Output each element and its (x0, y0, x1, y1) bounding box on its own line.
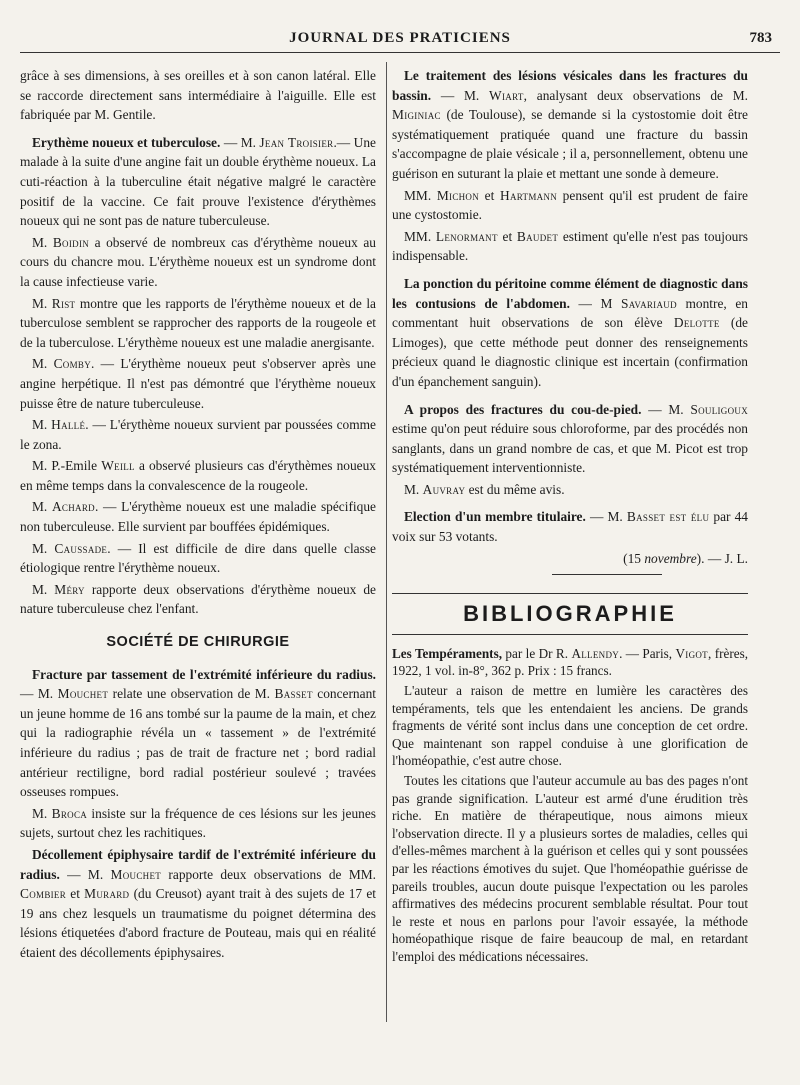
author-name: Broca (51, 805, 88, 821)
paragraph-weill: M. P.-Emile Weill a observé plusieurs cas d'érythèmes noueux en même temps dans la convalescence de la rougeole. (20, 458, 376, 493)
paragraph-cou-de-pied: A propos des fractures du cou-de-pied. — M. Souligoux estime qu'on peut réduire sous chloroforme, par des procédés non sanglants, dans un grand nombre de cas, et que M. Picot est trop systématiquement interventionniste. (392, 401, 748, 476)
author-name: Mouchet (57, 686, 109, 702)
article-heading: Fracture par tassement de l'extrémité inférieure du radius. (32, 666, 376, 682)
book-title: Les Tempéraments, (392, 645, 503, 661)
author-name: Delotte (673, 315, 720, 331)
author-name: Weill (101, 458, 135, 474)
page-number: 783 (749, 30, 772, 46)
paragraph-halle: M. Hallé. — L'érythème noueux survient par poussées comme le zona. (20, 417, 376, 452)
author-name: Rist (51, 295, 76, 311)
author-name: Souligoux (690, 401, 748, 417)
article-heading: Le traitement des lésions vésicales dans les fractures du bassin. (392, 68, 748, 103)
left-column (20, 66, 376, 965)
article-heading: Election d'un membre titulaire. (404, 509, 586, 525)
author-name: Jean Troisier (259, 134, 334, 150)
paragraph-erytheme-tuberculose: Erythème noueux et tuberculose. — M. Jean Troisier.— Une malade à la suite d'une angine fait un double érythème noueux. La cuti-réaction à la tuberculine était négative malgré le caractère positif de la vaccine. Ce fait prouve l'existence d'érythèmes noueux qui ne sont pas de nature tuberculeuse. (20, 134, 376, 229)
author-name: Comby (53, 356, 91, 372)
paragraph-achard: M. Achard. — L'érythème noueux est une maladie spécifique non tuberculeuse. Elle survient par bouffées épidémiques. (20, 499, 376, 535)
article-heading: La ponction du péritoine comme élément de diagnostic dans les contusions de l'abdomen. (392, 275, 748, 311)
author-name: Michon (436, 187, 480, 203)
review-paragraph: L'auteur a raison de mettre en lumière les caractères des tempéraments, tels que les entendaient les anciens. De grands fragments de vérité sont inclus dans une conception de cet ordre. Que maintenant son rappel conduise à une glorification de l'homéopathie, c'est autre chose. (392, 683, 748, 769)
author-name: Miginiac (392, 107, 441, 123)
book-citation: Les Tempéraments, par le Dr R. Allendy. — Paris, Vigot, frères, 1922, 1 vol. in-8°, 362 p. Prix : 15 francs. (392, 645, 749, 679)
article-heading: Décollement épiphysaire tardif de l'extrémité inférieure du radius. (20, 846, 376, 882)
review-paragraph: Toutes les citations que l'auteur accumule au bas des pages n'ont pas grande signification. L'auteur est armé d'une érudition très riche. En matière de thérapeutique, nous aimons mieux l'observation directe. Il y a plusieurs sortes de maladies, celles qui d'elles-mêmes marchent à la guérison et celles qui y sont poussées par les réactions émotives du sujet. Que l'homéopathie guérisse de pareils troubles, aucun doute puisque l'expectation ou les paroles affirmatives des médecins procurent semblable résultat. Pour tout le reste et nous en parlons pour l'avoir essayée, la méthode homéopathique risque de faire beaucoup de mal, en retardant l'emploi des médications nécessaires. (392, 773, 748, 964)
paragraph-fracture-radius: Fracture par tassement de l'extrémité inférieure du radius. — M. Mouchet relate une observation de M. Basset concernant un jeune homme de 16 ans tombé sur la paume de la main, et chez qui la radiographie révéla un « tassement » de l'extrémité inférieure du radius ; pas de trait de fracture net ; bord radial antérieur rectiligne, bord radial postérieur soulevé ; travées osseuses rompues. (20, 666, 376, 800)
publisher-name: Vigot (675, 645, 708, 661)
right-column (392, 66, 748, 968)
paragraph-broca: M. Broca insiste sur la fréquence de ces lésions sur les jeunes sujets, surtout chez les rachitiques. (20, 805, 376, 841)
author-name: Caussade (54, 540, 108, 556)
paragraph-lesions-vesicales: Le traitement des lésions vésicales dans les fractures du bassin. — M. Wiart, analysant deux observations de M. Miginiac (de Toulouse), se demande si la cystostomie doit être systématiquement pratiquée quand une fracture du bassin s'accompagne de plaie vésicale ; il a, personnellement, obtenu une guérison en suturant la plaie et mettant une sonde à demeure. (392, 68, 748, 181)
paragraph-decollement: Décollement épiphysaire tardif de l'extrémité inférieure du radius. — M. Mouchet rapporte deux observations de MM. Combier et Murard (du Creusot) ayant trait à des sujets de 17 et 19 ans chez lesquels un traumatisme du poignet détermina des lésions étiquetées d'abord fracture de Pouteau, mais qui en réalité étaient des décollements épiphysaires. (20, 846, 376, 960)
author-name: Boidin (52, 234, 90, 250)
article-heading: A propos des fractures du cou-de-pied. (404, 401, 642, 417)
author-name: Combier (20, 886, 67, 902)
paragraph-comby: M. Comby. — L'érythème noueux peut s'observer après une angine herpétique. Il n'est pas démontré que l'érythème noueux puisse être de nature tuberculeuse. (20, 356, 376, 411)
bibliography-entry (392, 645, 748, 966)
paragraph-rist: M. Rist montre que les rapports de l'érythème noueux et de la tuberculose semblent se rapprocher des rapports de la rougeole et de la tuberculose. L'érythème noueux est une maladie anergisante. (20, 295, 376, 350)
paragraph-caussade: M. Caussade. — Il est difficile de dire dans quelle classe étiologique rentre l'érythème noueux. (20, 540, 376, 576)
author-name: Savariaud (621, 295, 677, 311)
page-header (20, 30, 780, 50)
author-name: Basset (274, 686, 313, 702)
paragraph-boidin: M. Boidin a observé de nombreux cas d'érythème noueux au cours du chancre mou. L'érythème noueux est un syndrome dont la cause infectieuse varie. (20, 234, 376, 289)
paragraph-election: Election d'un membre titulaire. — M. Basset est élu par 44 voix sur 53 votants. (392, 509, 748, 545)
author-name: Achard (51, 499, 95, 515)
bibliography-top-rule (392, 593, 748, 594)
author-name: Baudet (516, 228, 559, 244)
header-rule (20, 52, 780, 53)
author-name: Wiart (489, 87, 524, 103)
author-name: Mouchet (110, 866, 162, 882)
author-name: Hallé (51, 417, 86, 433)
report-signoff: (15 novembre). — J. L. (623, 550, 748, 566)
paragraph-michon-hartmann: MM. Michon et Hartmann pensent qu'il est prudent de faire une cystostomie. (392, 187, 749, 223)
author-name: Allendy (571, 645, 620, 661)
author-name: Lenormant (435, 228, 498, 244)
paragraph-ponction-peritoine: La ponction du péritoine comme élément de diagnostic dans les contusions de l'abdomen. — M Savariaud montre, en commentant huit observations de son élève Delotte (de Limoges), que cette méthode peut donner des renseignements précieux quand le diagnostic clinique est incertain (confirmation d'un épanchement sanguin). (392, 275, 748, 389)
bibliography-heading: BIBLIOGRAPHIE (463, 601, 677, 627)
paragraph-lenormant-baudet: MM. Lenormant et Baudet estiment qu'elle n'est pas toujours indispensable. (392, 228, 748, 264)
author-name: Auvray (422, 481, 466, 497)
paragraph-auvray: M. Auvray est du même avis. (404, 481, 565, 497)
author-name: Basset est élu (626, 509, 710, 525)
bibliography-bottom-rule (392, 634, 748, 635)
section-heading: SOCIÉTÉ DE CHIRURGIE (106, 634, 290, 651)
paragraph-continuation: grâce à ses dimensions, à ses oreilles et à son canon latéral. Elle se raccorde directement sans intermédiaire à l'aiguille. Elle est fabriquée par M. Gentile. (20, 68, 376, 123)
section-end-rule (552, 574, 662, 575)
journal-title: JOURNAL DES PRATICIENS (289, 30, 511, 46)
author-name: Méry (54, 581, 85, 597)
paragraph-mery: M. Méry rapporte deux observations d'érythème noueux de nature tuberculeuse chez l'enfant. (20, 581, 376, 617)
article-heading: Erythème noueux et tuberculose. (32, 134, 221, 150)
author-name: Hartmann (500, 187, 558, 203)
column-divider (386, 62, 387, 1022)
author-name: Murard (84, 886, 130, 902)
